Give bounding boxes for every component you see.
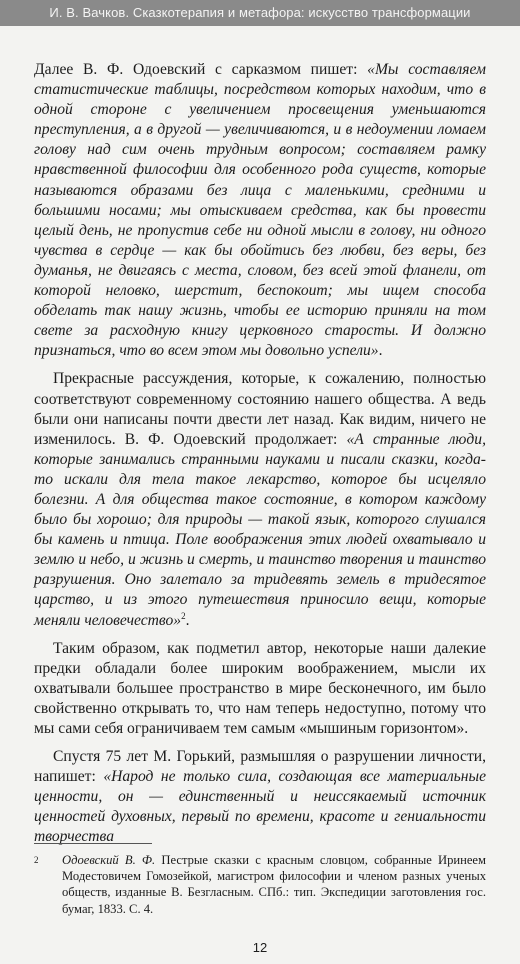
paragraph-2-tail: . (185, 611, 190, 629)
footnote-divider (34, 843, 152, 844)
footnote-text-block (62, 852, 486, 917)
page-number: 12 (252, 940, 268, 955)
paragraph-2-lead: Прекрасные рассуждения, которые, к сожалению, полностью соответствуют современному состоянию нашего общества. А ведь были они написаны почти двести лет назад. Как видим, ничего не изменилось. В. Ф. Одоевский продолжает: (34, 370, 486, 448)
running-title: И. В. Вачков. Сказкотерапия и метафора: искусство трансформации (49, 5, 471, 20)
paragraph-3: Таким образом, как подметил автор, некоторые наши далекие предки обладали более широким воображением, мысли их охватывали большее пространство в мире бесконечного, им было свойственно открывать то, что нам теперь недоступно, потому что мы сами себя ограничиваем тем самым «мышиным горизонтом». (34, 639, 486, 737)
footnote-reference[interactable]: 2 (181, 610, 186, 621)
paragraph-4-lead: Спустя 75 лет М. Горький, размышляя о разрушении личности, напишет: (34, 748, 486, 786)
paragraph-2 (34, 369, 486, 630)
paragraph-1-quote: «Мы составляем статистические таблицы, посредством которых находим, что в одной стороне с увеличением просвещения уменьшаются преступления, а в другой — увеличиваются, и в недоумении ломаем голову над сим очень трудным вопросом; составляем рамку нравственной философии для особенного рода существ, которые называются образами без лица с маленькими, средними и большими носами; мы отыскиваем средства, как бы провести целый день, не пропустив себе ни одной мысли в голову, ни одного чувства в сердце — как бы обойтись без любви, без веры, без думанья, не двигаясь с места, словом, без всей этой фланели, от которой неловко, шерстит, беспокоит; мы ищем способа обделать так нашу жизнь, чтобы ее историю приняли на том свете за расходную книгу церковного старосты. И должно признаться, что во всем этом мы довольно успели» (34, 61, 487, 360)
paragraph-1-tail: . (378, 342, 383, 360)
running-header (0, 0, 520, 26)
main-text (34, 60, 486, 848)
footnote (34, 852, 486, 917)
paragraph-4 (34, 747, 486, 847)
paragraph-2-quote: «А странные люди, которые занимались странными науками и писали сказки, когда-то искали для тела такое лекарство, которое бы исцеляло болезни. А для общества такое состояние, в котором каждому было бы хорошо; для природы — такой язык, которого слушался бы камень и птица. Поле воображения этих людей охватывало и землю и небо, и жизнь и смерть, и таинство творения и таинство разрушения. Оно залетало за тридевять земель в тридесятое царство, и из этого путешествия приносило вещи, которые меняли человечество» (34, 430, 486, 629)
paragraph-1-lead: Далее В. Ф. Одоевский с сарказмом пишет: (34, 61, 368, 78)
paragraph-4-quote: «Народ не только сила, создающая все материальные ценности, он — единственный и неиссякаемый источник ценностей духовных, первый по времени, красоте и гениальности творчества (34, 768, 486, 846)
footnote-number: 2 (34, 855, 39, 865)
footnote-author: Одоевский В. Ф. (62, 853, 156, 867)
paragraph-1 (34, 60, 486, 361)
footnote-text: Пестрые сказки с красным словцом, собранные Иринеем Модестовичем Гомозейкой, магистром философии и членом разных ученых обществ, изданные В. Безгласным. СПб.: тип. Экспедиции заготовления гос. бумаг, 1833. С. 4. (62, 853, 486, 916)
